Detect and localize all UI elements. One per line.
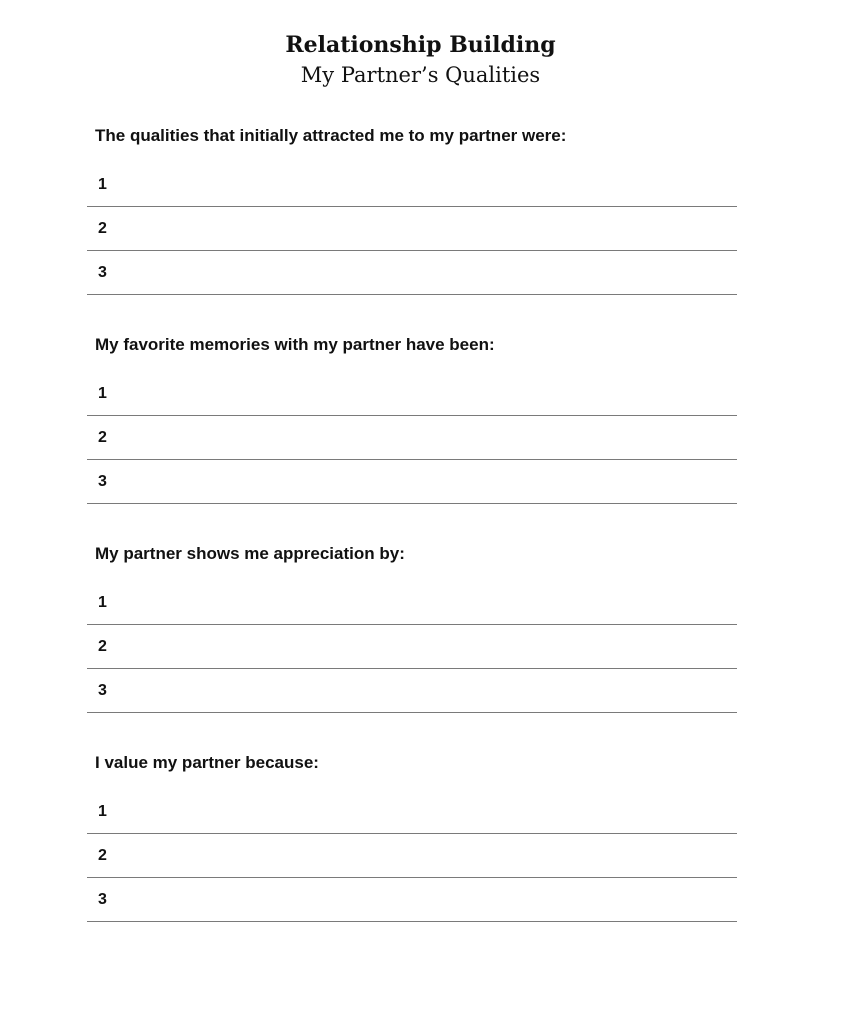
- answer-lines: [87, 372, 737, 504]
- section-prompt: My favorite memories with my partner have been:: [95, 335, 495, 354]
- section-prompt: My partner shows me appreciation by:: [95, 544, 405, 563]
- answer-line: [87, 460, 737, 504]
- line-number: 1: [98, 385, 107, 402]
- section-initial-attraction: [87, 125, 737, 295]
- answer-line: [87, 834, 737, 878]
- answer-field[interactable]: [123, 589, 733, 617]
- line-number: 3: [98, 891, 107, 908]
- answer-line: [87, 669, 737, 713]
- line-number: 2: [98, 220, 107, 237]
- answer-line: [87, 878, 737, 922]
- answer-field[interactable]: [123, 886, 733, 914]
- answer-line: [87, 581, 737, 625]
- answer-field[interactable]: [123, 842, 733, 870]
- line-number: 3: [98, 473, 107, 490]
- line-number: 3: [98, 682, 107, 699]
- answer-line: [87, 790, 737, 834]
- line-number: 1: [98, 594, 107, 611]
- answer-lines: [87, 581, 737, 713]
- answer-line: [87, 207, 737, 251]
- page-subtitle: My Partner’s Qualities: [300, 63, 541, 87]
- answer-field[interactable]: [123, 215, 733, 243]
- answer-field[interactable]: [123, 259, 733, 287]
- line-number: 2: [98, 638, 107, 655]
- section-prompt: I value my partner because:: [95, 753, 319, 772]
- worksheet-header: [0, 30, 841, 90]
- section-appreciation: [87, 543, 737, 713]
- page-title: Relationship Building: [285, 32, 556, 58]
- section-prompt: The qualities that initially attracted me to my partner were:: [95, 126, 567, 145]
- answer-lines: [87, 790, 737, 922]
- line-number: 1: [98, 176, 107, 193]
- section-value-partner: [87, 752, 737, 922]
- answer-field[interactable]: [123, 633, 733, 661]
- answer-line: [87, 251, 737, 295]
- answer-lines: [87, 163, 737, 295]
- answer-field[interactable]: [123, 468, 733, 496]
- answer-line: [87, 372, 737, 416]
- answer-line: [87, 163, 737, 207]
- line-number: 2: [98, 429, 107, 446]
- answer-field[interactable]: [123, 798, 733, 826]
- answer-field[interactable]: [123, 677, 733, 705]
- line-number: 1: [98, 803, 107, 820]
- line-number: 3: [98, 264, 107, 281]
- answer-line: [87, 416, 737, 460]
- answer-field[interactable]: [123, 424, 733, 452]
- line-number: 2: [98, 847, 107, 864]
- answer-line: [87, 625, 737, 669]
- answer-field[interactable]: [123, 380, 733, 408]
- answer-field[interactable]: [123, 171, 733, 199]
- section-favorite-memories: [87, 334, 737, 504]
